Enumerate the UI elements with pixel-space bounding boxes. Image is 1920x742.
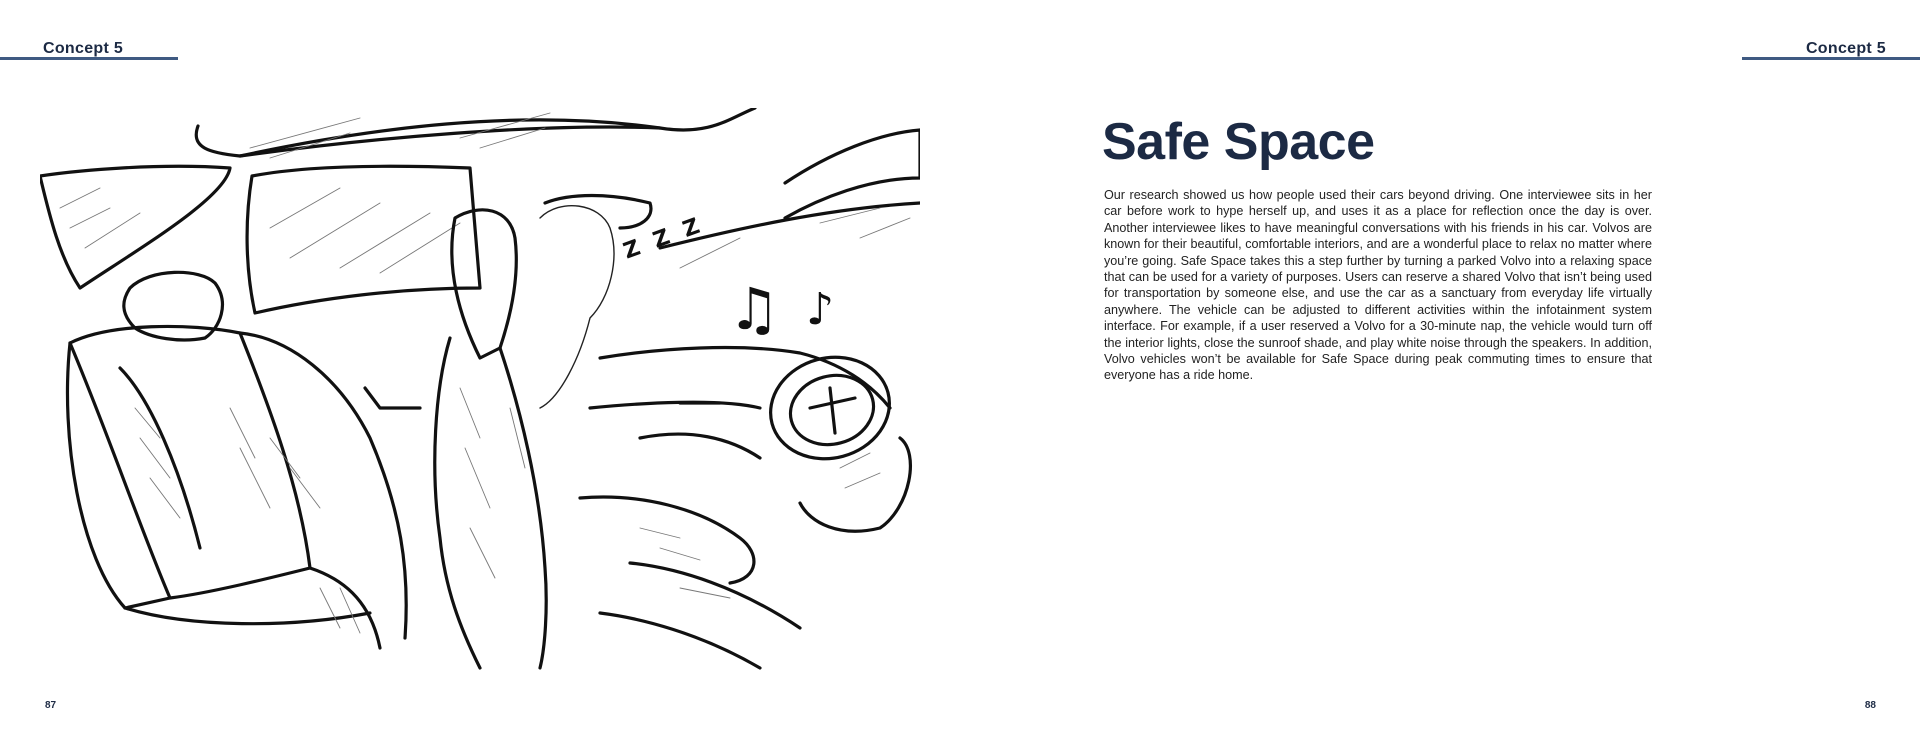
car-interior-illustration (40, 108, 920, 678)
page-number-right: 88 (1864, 700, 1876, 711)
header-label-right: Concept 5 (1805, 40, 1886, 57)
header-rule-left (0, 57, 178, 60)
sleep-z-symbol: Z Z Z (620, 212, 707, 265)
car-interior-sketch (40, 108, 920, 678)
article-title: Safe Space (1102, 113, 1375, 171)
header-label-left: Concept 5 (43, 40, 124, 57)
page-number-left: 87 (45, 700, 57, 711)
header-rule-right (1742, 57, 1920, 60)
music-note-double-icon: ♫ (728, 275, 780, 343)
music-note-single-icon: ♪ (806, 284, 835, 335)
article-body: Our research showed us how people used their cars beyond driving. One interviewee sits in her car before work to hype herself up, and uses it as a place for reflection once the day is over. Another interviewee likes to have meaningful conversations with his friends in his car. Volvos are known for their beautiful, comfortable interiors, and are a wonderful place to relax no matter where you’re going. Safe Space takes this a step further by turning a parked Volvo into a relaxing space that can be used for a variety of purposes. Users can reserve a shared Volvo that isn’t being used for transportation by someone else, and use the car as a sanctuary from everyday life virtually anywhere. The vehicle can be adjusted to different activities within the infotainment system interface. For example, if a user reserved a Volvo for a 30-minute nap, the vehicle would turn off the interior lights, close the sunroof shade, and play white noise through the speakers. In addition, Volvo vehicles won’t be available for Safe Space during peak commuting times to ensure that everyone has a ride home. (1104, 188, 1652, 383)
